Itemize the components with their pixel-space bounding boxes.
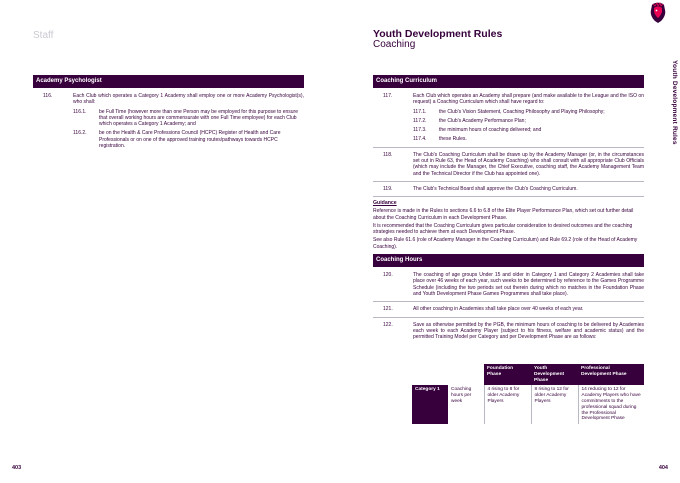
rule-117-1 [373,109,644,115]
rule-119 [373,186,644,192]
table-cell: 14 reducing to 12 for Academy Players who have commitments to the professional squad during the Professional Development Phase [578,385,644,424]
rule-116 [33,93,304,106]
rule-text: Save as otherwise permitted by the PGB, the minimum hours of coaching to be delivered by Academies each week to each Academy Player (subject to his fitness, welfare and academic status) and the permitted Training Model per Category and per Development Phase are as follows: [413,321,644,341]
rule-text: The Club's Technical Board shall approve the Club's Coaching Curriculum. [413,185,578,192]
table-cell: 4 rising to 8 for older Academy Players [484,385,531,424]
rule-number: 117.2. [413,117,427,124]
side-section-label: Youth Development Rules [671,60,678,145]
rule-number: 122. [383,321,393,328]
rule-text: the Club's Vision Statement, Coaching Philosophy and Playing Philosophy; [439,108,605,115]
rule-number: 119. [383,185,393,192]
rule-122 [373,322,644,341]
rule-text: Each Club which operates a Category 1 Academy shall employ one or more Academy Psychologist(s), who shall: [73,93,304,106]
rule-text: these Rules. [439,136,467,143]
section-header: Coaching Curriculum [373,75,644,88]
page-title: Youth Development Rules [373,28,503,40]
rule-number: 116. [43,93,53,99]
rule-number: 120. [383,272,393,279]
premier-league-lion-icon [648,2,668,24]
rule-118 [373,152,644,177]
rule-number: 117.1. [413,108,427,115]
rule-text: Each Club which operates an Academy shall prepare (and make available to the League and the ISO on request) a Coaching Curriculum which shall have regard to: [413,93,644,106]
rule-number: 116.1. [73,108,87,115]
table-cell: 8 rising to 12 for older Academy Players [531,385,578,424]
rule-121 [373,306,644,312]
rule-number: 116.2. [73,130,87,137]
guidance-paragraph: See also Rule 61.6 (role of Academy Manager in the Coaching Curriculum) and Rule 69.2 (role of the Head of Academy Coaching). [373,237,638,250]
rule-117-4 [373,136,644,142]
rule-text: The coaching of age groups Under 15 and older in Category 1 and Category 2 Academies shall take place over 46 weeks of each year, such weeks to be determined by reference to the Games Programme Schedule (including the two periods set out therein during which no matches in the Foundation Phase and Youth Development Phase Games Programmes shall take place). [413,272,644,297]
table-corner [412,364,448,385]
table-header-row [412,364,644,385]
rule-116-2 [33,130,304,149]
divider [373,301,644,302]
rule-number: 121. [383,306,393,313]
column-header: Youth Development Phase [531,364,578,385]
left-page-label: Staff [33,30,54,41]
rule-116-1 [33,109,304,128]
guidance-paragraph: Reference is made in the Rules to sections 6.6 to 6.8 of the Elite Player Performance Plan, which set out further detail about the Coaching Curriculum in each Development Phase. [373,208,634,221]
divider [373,196,644,197]
academy-psychologist-section [33,75,304,149]
rule-number: 118. [383,151,393,158]
column-header: Foundation Phase [484,364,531,385]
left-page-number: 403 [12,465,22,471]
rule-text: The Club's Coaching Curriculum shall be drawn up by the Academy Manager (or, in the circumstances set out in Rule 63, the Head of Academy Coaching) who shall consult with all appropriate Club Officials (which may include the Manager, the Chief Executive, coaching staff, the Academy Management Team and the Technical Director if the Club has appointed one). [413,151,644,177]
divider [373,317,644,318]
table-corner [448,364,484,385]
rule-number: 117. [383,93,393,99]
rule-120 [373,272,644,297]
right-page-number: 404 [658,465,668,471]
rule-117 [373,93,644,106]
guidance-paragraph: It is recommended that the Coaching Curriculum gives particular consideration to desired outcomes and the coaching strategies needed to achieve them at each Development Phase. [373,222,633,236]
rule-text: the Club's Academy Performance Plan; [439,117,526,124]
rule-117-3 [373,127,644,133]
rule-text: be Full Time (however more than one Person may be employed for this purpose to ensure that overall working hours are commensurate with one Full Time employee) for each Club which operates a Category 1 Academy; and [99,108,298,128]
rule-number: 117.3. [413,127,427,134]
column-header: Professional Development Phase [578,364,644,385]
rule-text: be on the Health & Care Professions Council (HCPC) Register of Health and Care Professionals or on one of the approved training routes/pathways towards HCPC registration. [99,130,281,150]
rule-text: All other coaching in Academies shall take place over 40 weeks of each year. [413,306,584,313]
rule-117-2 [373,118,644,124]
table-cell: Coaching hours per week [451,387,472,404]
coaching-curriculum-section [373,75,644,340]
divider [373,147,644,148]
divider [373,181,644,182]
section-header: Coaching Hours [373,254,644,267]
guidance-heading: Guidance [373,200,397,207]
table-row [412,385,644,424]
rule-text: the minimum hours of coaching delivered; and [439,127,542,134]
section-header: Academy Psychologist [33,75,304,88]
page-subtitle: Coaching [373,39,416,50]
row-header: Category 1 [412,385,448,424]
rule-number: 117.4. [413,136,427,143]
coaching-hours-table [412,364,644,424]
